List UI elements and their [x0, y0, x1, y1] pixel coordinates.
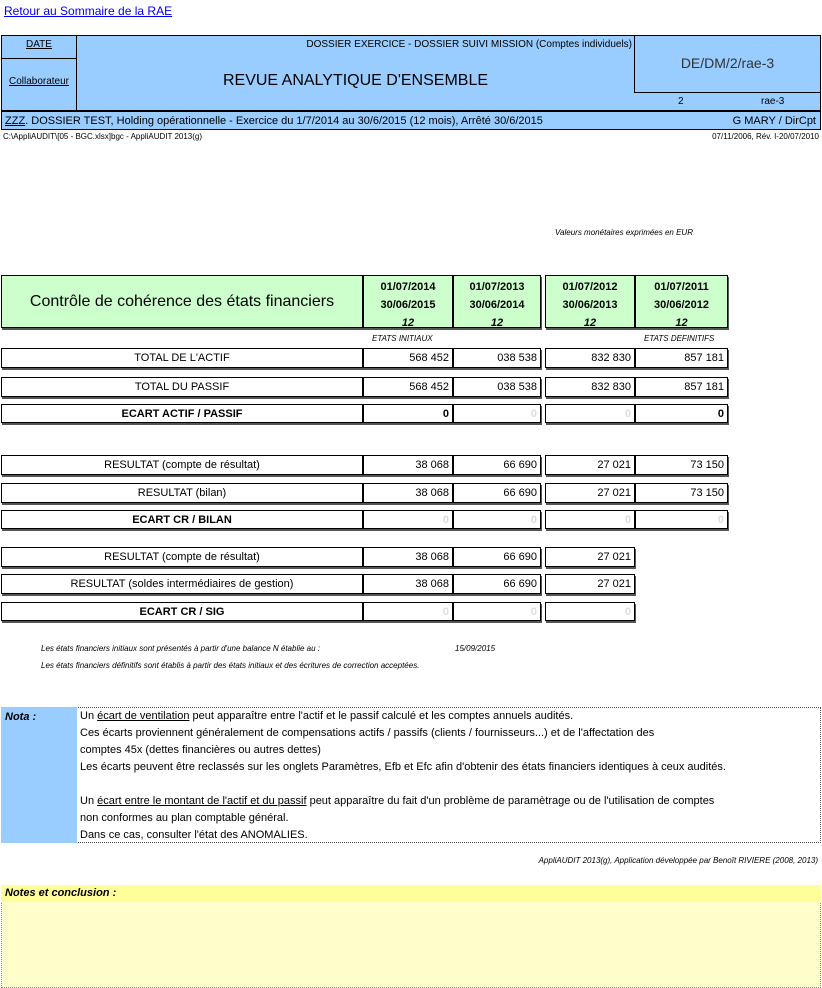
period-1-header [363, 275, 453, 328]
period-3-months: 12 [583, 317, 597, 329]
value-cell: 66 690 [453, 574, 541, 594]
nota-line-2: Ces écarts proviennent généralement de compensations actifs / passifs (clients / fournisseurs...) et de l'affectation des [80, 727, 655, 739]
value-cell: 38 068 [363, 574, 453, 594]
value-cell: 0 [453, 404, 541, 423]
dossier-desc-text: . DOSSIER TEST, Holding opérationnelle - Exercice du 1/7/2014 au 30/6/2015 (12 mois), Arrêté 30/6/2015 [25, 115, 543, 127]
value-cell: 0 [453, 602, 541, 621]
value-cell: 832 830 [545, 377, 635, 397]
period-4-months: 12 [675, 317, 688, 329]
value-cell: 73 150 [635, 455, 728, 475]
value-cell: 0 [545, 404, 635, 423]
value-cell: 0 [363, 510, 453, 529]
credit-line: AppliAUDIT 2013(g), Application développée par Benoît RIVIERE (2008, 2013) [538, 856, 818, 865]
period-2-start: 01/07/2013 [469, 281, 525, 293]
header-divider [1, 58, 77, 59]
period-1-start: 01/07/2014 [380, 281, 436, 293]
row-label: RESULTAT (bilan) [1, 483, 363, 503]
header-left-labels [1, 35, 77, 111]
value-cell: 38 068 [363, 483, 453, 503]
nota-line-7: Dans ce cas, consulter l'état des ANOMALIES. [80, 829, 308, 841]
footnote-definitive: Les états financiers définitifs sont établis à partir des états initiaux et des écritures de correction acceptées. [41, 661, 420, 670]
value-cell: 857 181 [635, 348, 728, 368]
date-label: DATE [26, 39, 52, 50]
period-3-header [545, 275, 635, 328]
row-label: ECART CR / BILAN [1, 510, 363, 529]
conclusion-label: Notes et conclusion : [1, 885, 821, 902]
footnote-initial: Les états financiers initiaux sont présentés à partir d'une balance N établie au : [41, 644, 321, 653]
value-cell: 0 [545, 510, 635, 529]
period-4-end: 30/06/2012 [653, 299, 710, 311]
user-label: G MARY / DirCpt [732, 115, 816, 127]
page-ref: rae-3 [761, 96, 785, 107]
value-cell: 27 021 [545, 547, 635, 567]
file-path: C:\AppliAUDIT\[05 - BGC.xlsx]bgc - AppliAUDIT 2013(g) [3, 132, 203, 141]
row-label: TOTAL DU PASSIF [1, 377, 363, 397]
value-cell: 66 690 [453, 547, 541, 567]
row-label: ECART ACTIF / PASSIF [1, 404, 363, 423]
value-cell: 27 021 [545, 455, 635, 475]
period-4-start: 01/07/2011 [654, 281, 709, 293]
period-3-end: 30/06/2013 [562, 299, 618, 311]
dossier-bar [1, 111, 821, 130]
period-3-start: 01/07/2012 [562, 281, 618, 293]
value-cell: 38 068 [363, 547, 453, 567]
value-cell: 0 [635, 510, 728, 529]
value-cell: 27 021 [545, 483, 635, 503]
collaborator-label: Collaborateur [8, 76, 70, 87]
period-2-end: 30/06/2014 [469, 299, 525, 311]
page-number: 2 [678, 96, 684, 107]
dossier-code: ZZZ [5, 115, 26, 127]
ref-box [634, 35, 821, 93]
nota-text [80, 708, 818, 844]
page-title: REVUE ANALYTIQUE D'ENSEMBLE [222, 72, 489, 89]
table-title: Contrôle de cohérence des états financiers [1, 275, 363, 328]
currency-note: Valeurs monétaires exprimées en EUR [555, 228, 693, 237]
value-cell: 857 181 [635, 377, 728, 397]
dossier-line: DOSSIER EXERCICE - DOSSIER SUIVI MISSION (Comptes individuels) [306, 39, 632, 50]
value-cell: 0 [363, 404, 453, 423]
back-to-summary-link[interactable]: Retour au Sommaire de la RAE [4, 4, 173, 18]
row-label: RESULTAT (compte de résultat) [1, 455, 363, 475]
dossier-description [5, 115, 543, 127]
value-cell: 73 150 [635, 483, 728, 503]
value-cell: 38 068 [363, 455, 453, 475]
row-label: RESULTAT (compte de résultat) [1, 547, 363, 567]
footnote-initial-date: 15/09/2015 [455, 644, 496, 653]
period-4-header [635, 275, 728, 328]
etats-initiaux-label: ETATS INITIAUX [372, 334, 433, 343]
nota-line-1: Un écart de ventilation peut apparaître entre l'actif et le passif calculé et les comptes annuels audités. [80, 710, 574, 722]
ref-code: DE/DM/2/rae-3 [680, 55, 775, 71]
nota-line-5: Un écart entre le montant de l'actif et du passif peut apparaître du fait d'un problème de paramètrage ou de l'utilisation de comptes [80, 795, 715, 807]
value-cell: 0 [545, 602, 635, 621]
row-label: TOTAL DE L'ACTIF [1, 348, 363, 368]
period-2-header [453, 275, 541, 328]
period-2-months: 12 [490, 317, 504, 329]
value-cell: 568 452 [363, 348, 453, 368]
value-cell: 66 690 [453, 455, 541, 475]
value-cell: 038 538 [453, 377, 541, 397]
value-cell: 0 [635, 404, 728, 423]
value-cell: 832 830 [545, 348, 635, 368]
version-info: 07/11/2006, Rév. I-20/07/2010 [712, 132, 819, 141]
value-cell: 568 452 [363, 377, 453, 397]
value-cell: 038 538 [453, 348, 541, 368]
value-cell: 66 690 [453, 483, 541, 503]
nota-line-3: comptes 45x (dettes financières ou autres dettes) [80, 744, 321, 756]
nota-line-6: non conformes au plan comptable général. [80, 812, 289, 824]
period-1-end: 30/06/2015 [380, 299, 436, 311]
value-cell: 0 [453, 510, 541, 529]
nota-label: Nota : [1, 707, 77, 843]
value-cell: 0 [363, 602, 453, 621]
etats-definitifs-label: ETATS DEFINITIFS [644, 334, 715, 343]
row-label: ECART CR / SIG [1, 602, 363, 621]
period-1-months: 12 [401, 317, 415, 329]
row-label: RESULTAT (soldes intermédiaires de gestion) [1, 574, 363, 594]
nota-line-4: Les écarts peuvent être reclassés sur les onglets Paramètres, Efb et Efc afin d'obtenir des états financiers identiques à ceux audités. [80, 761, 726, 773]
value-cell: 27 021 [545, 574, 635, 594]
